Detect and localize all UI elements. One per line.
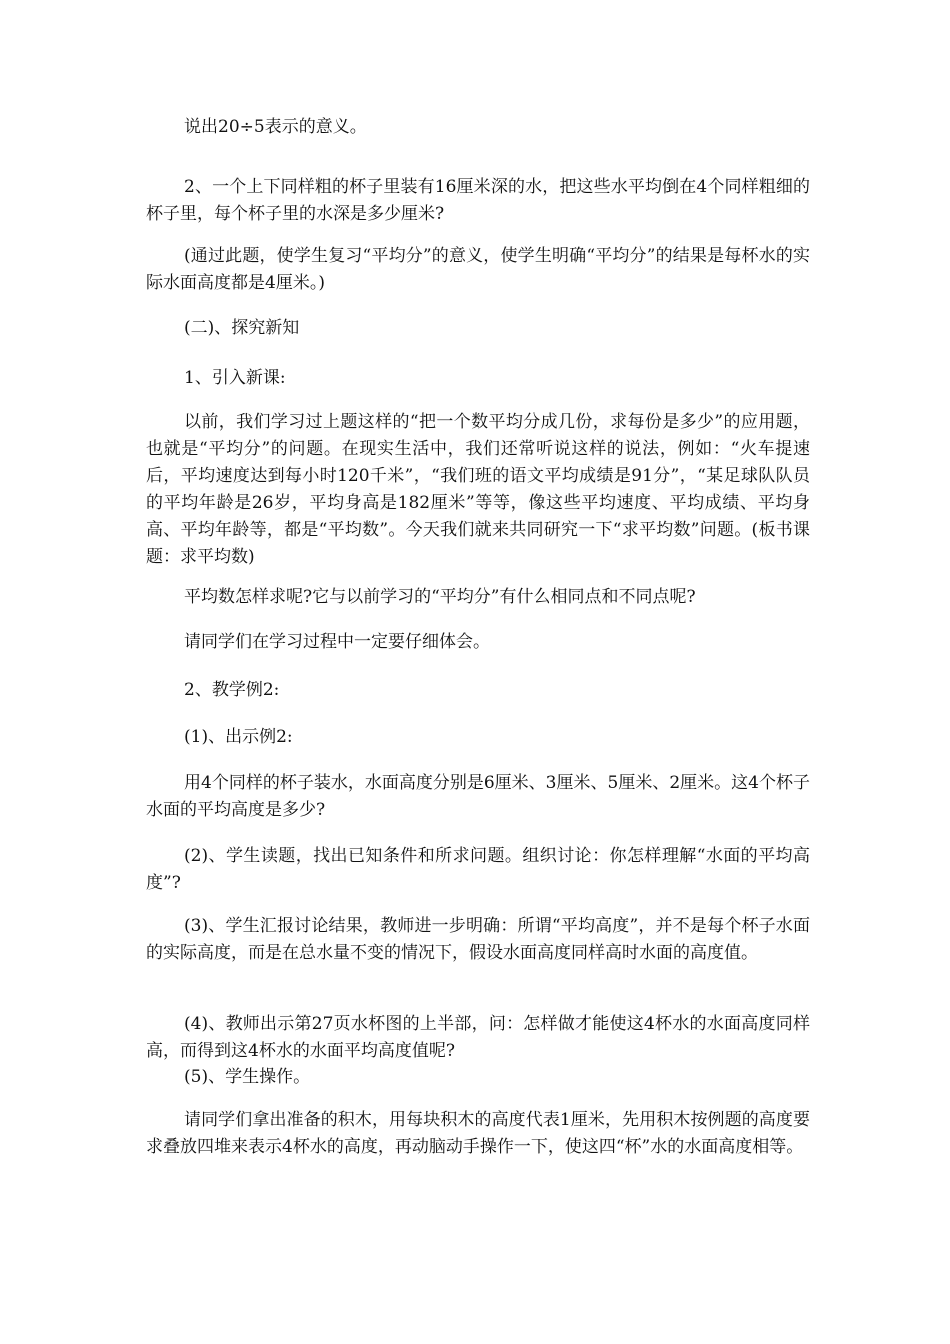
heading-example-2: 2、教学例2: (184, 680, 280, 700)
paragraph-step-4: (4)、教师出示第27页水杯图的上半部，问：怎样做才能使这4杯水的水面高度同样高，而得到这4杯水的水面平均高度值呢? (146, 1014, 810, 1061)
heading-intro-lesson: 1、引入新课: (184, 368, 286, 388)
paragraph-step-2: (2)、学生读题，找出已知条件和所求问题。组织讨论：你怎样理解“水面的平均高度”? (146, 846, 810, 893)
paragraph-question-average: 平均数怎样求呢?它与以前学习的“平均分”有什么相同点和不同点呢? (184, 587, 696, 607)
paragraph-example-problem: 用4个同样的杯子装水，水面高度分别是6厘米、3厘米、5厘米、2厘米。这4个杯子水面的平均高度是多少? (146, 773, 810, 820)
paragraph-intro: 以前，我们学习过上题这样的“把一个数平均分成几份，求每份是多少”的应用题，也就是“平均分”的问题。在现实生活中，我们还常听说这样的说法，例如：“火车提速后，平均速度达到每小时120千米”，“我们班的语文平均成绩是91分”，“某足球队队员的平均年龄是26岁，平均身高是182厘米”等等，像这些平均速度、平均成绩、平均身高、平均年龄等，都是“平均数”。今天我们就来共同研究一下“求平均数”问题。(板书课题：求平均数) (146, 412, 810, 567)
paragraph-note: (通过此题，使学生复习“平均分”的意义，使学生明确“平均分”的结果是每杯水的实际水面高度都是4厘米。) (146, 246, 810, 293)
paragraph-question-2: 2、一个上下同样粗的杯子里装有16厘米深的水，把这些水平均倒在4个同样粗细的杯子里，每个杯子里的水深是多少厘米? (146, 177, 810, 224)
paragraph-step-5: (5)、学生操作。 (184, 1067, 311, 1087)
paragraph-instruction: 请同学们在学习过程中一定要仔细体会。 (184, 632, 490, 652)
paragraph-meaning: 说出20÷5表示的意义。 (184, 117, 367, 137)
heading-show-example: (1)、出示例2: (184, 727, 293, 747)
paragraph-blocks-activity: 请同学们拿出准备的积木，用每块积木的高度代表1厘米，先用积木按例题的高度要求叠放四堆来表示4杯水的高度，再动脑动手操作一下，使这四“杯”水的水面高度相等。 (146, 1110, 810, 1157)
paragraph-step-3: (3)、学生汇报讨论结果，教师进一步明确：所谓“平均高度”，并不是每个杯子水面的实际高度，而是在总水量不变的情况下，假设水面高度同样高时水面的高度值。 (146, 916, 810, 963)
section-heading-explore: (二)、探究新知 (184, 318, 300, 338)
